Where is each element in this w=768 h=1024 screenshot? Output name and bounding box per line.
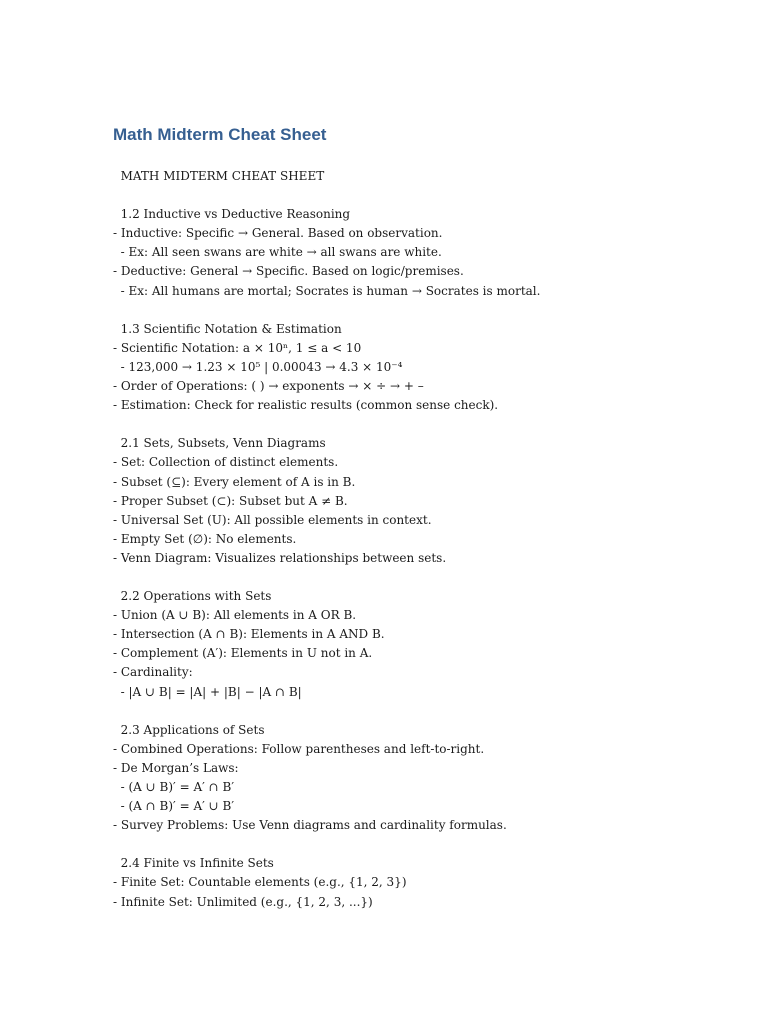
bullet-item: - Venn Diagram: Visualizes relationships between sets. — [113, 550, 447, 565]
bullet-item: - Subset (⊆): Every element of A is in B. — [113, 474, 356, 489]
bullet-item: - Estimation: Check for realistic results (common sense check). — [113, 398, 499, 413]
bullet-item: - Universal Set (U): All possible elements in context. — [113, 512, 432, 527]
section-heading: 2.2 Operations with Sets — [113, 589, 272, 604]
bullet-item: - De Morgan’s Laws: — [113, 760, 239, 775]
sub-bullet: - Ex: All humans are mortal; Socrates is human → Socrates is mortal. — [113, 283, 541, 298]
blank-line — [113, 835, 753, 854]
bullet-item: - Order of Operations: ( ) → exponents → × ÷ → + – — [113, 379, 424, 394]
blank-line — [113, 702, 753, 721]
bullet-item: - Empty Set (∅): No elements. — [113, 531, 297, 546]
bullet-item: - Complement (A′): Elements in U not in A. — [113, 646, 373, 661]
bullet-item: - Scientific Notation: a × 10ⁿ, 1 ≤ a < 10 — [113, 340, 362, 355]
blank-line — [113, 301, 753, 320]
sub-bullet: - (A ∩ B)′ = A′ ∪ B′ — [113, 799, 235, 814]
bullet-item: - Set: Collection of distinct elements. — [113, 455, 339, 470]
section-heading: 2.1 Sets, Subsets, Venn Diagrams — [113, 436, 326, 451]
bullet-item: - Proper Subset (⊂): Subset but A ≠ B. — [113, 493, 348, 508]
bullet-item: - Inductive: Specific → General. Based on observation. — [113, 226, 443, 241]
blank-line — [113, 186, 753, 205]
document-body — [113, 167, 753, 912]
section-heading: 2.4 Finite vs Infinite Sets — [113, 856, 274, 871]
blank-line — [113, 568, 753, 587]
blank-line — [113, 415, 753, 434]
sub-bullet: - (A ∪ B)′ = A′ ∩ B′ — [113, 780, 235, 794]
bullet-item: - Survey Problems: Use Venn diagrams and cardinality formulas. — [113, 818, 507, 833]
bullet-item: - Combined Operations: Follow parentheses and left-to-right. — [113, 741, 485, 756]
sub-bullet: - |A ∪ B| = |A| + |B| − |A ∩ B| — [113, 684, 302, 699]
sub-bullet: - Ex: All seen swans are white → all swans are white. — [113, 245, 442, 260]
bullet-item: - Union (A ∪ B): All elements in A OR B. — [113, 608, 357, 623]
bullet-item: - Infinite Set: Unlimited (e.g., {1, 2, 3, ...}) — [113, 894, 373, 909]
document-heading: MATH MIDTERM CHEAT SHEET — [113, 169, 325, 183]
bullet-item: - Cardinality: — [113, 665, 193, 680]
bullet-item: - Intersection (A ∩ B): Elements in A AND B. — [113, 627, 385, 642]
section-heading: 1.3 Scientific Notation & Estimation — [113, 321, 342, 336]
section-heading: 1.2 Inductive vs Deductive Reasoning — [113, 207, 351, 222]
document-title: Math Midterm Cheat Sheet — [113, 125, 327, 144]
bullet-item: - Deductive: General → Specific. Based on logic/premises. — [113, 264, 464, 279]
sub-bullet: - 123,000 → 1.23 × 10⁵ | 0.00043 → 4.3 × 10⁻⁴ — [113, 359, 403, 374]
section-heading: 2.3 Applications of Sets — [113, 722, 265, 737]
bullet-item: - Finite Set: Countable elements (e.g., {1, 2, 3}) — [113, 875, 407, 890]
